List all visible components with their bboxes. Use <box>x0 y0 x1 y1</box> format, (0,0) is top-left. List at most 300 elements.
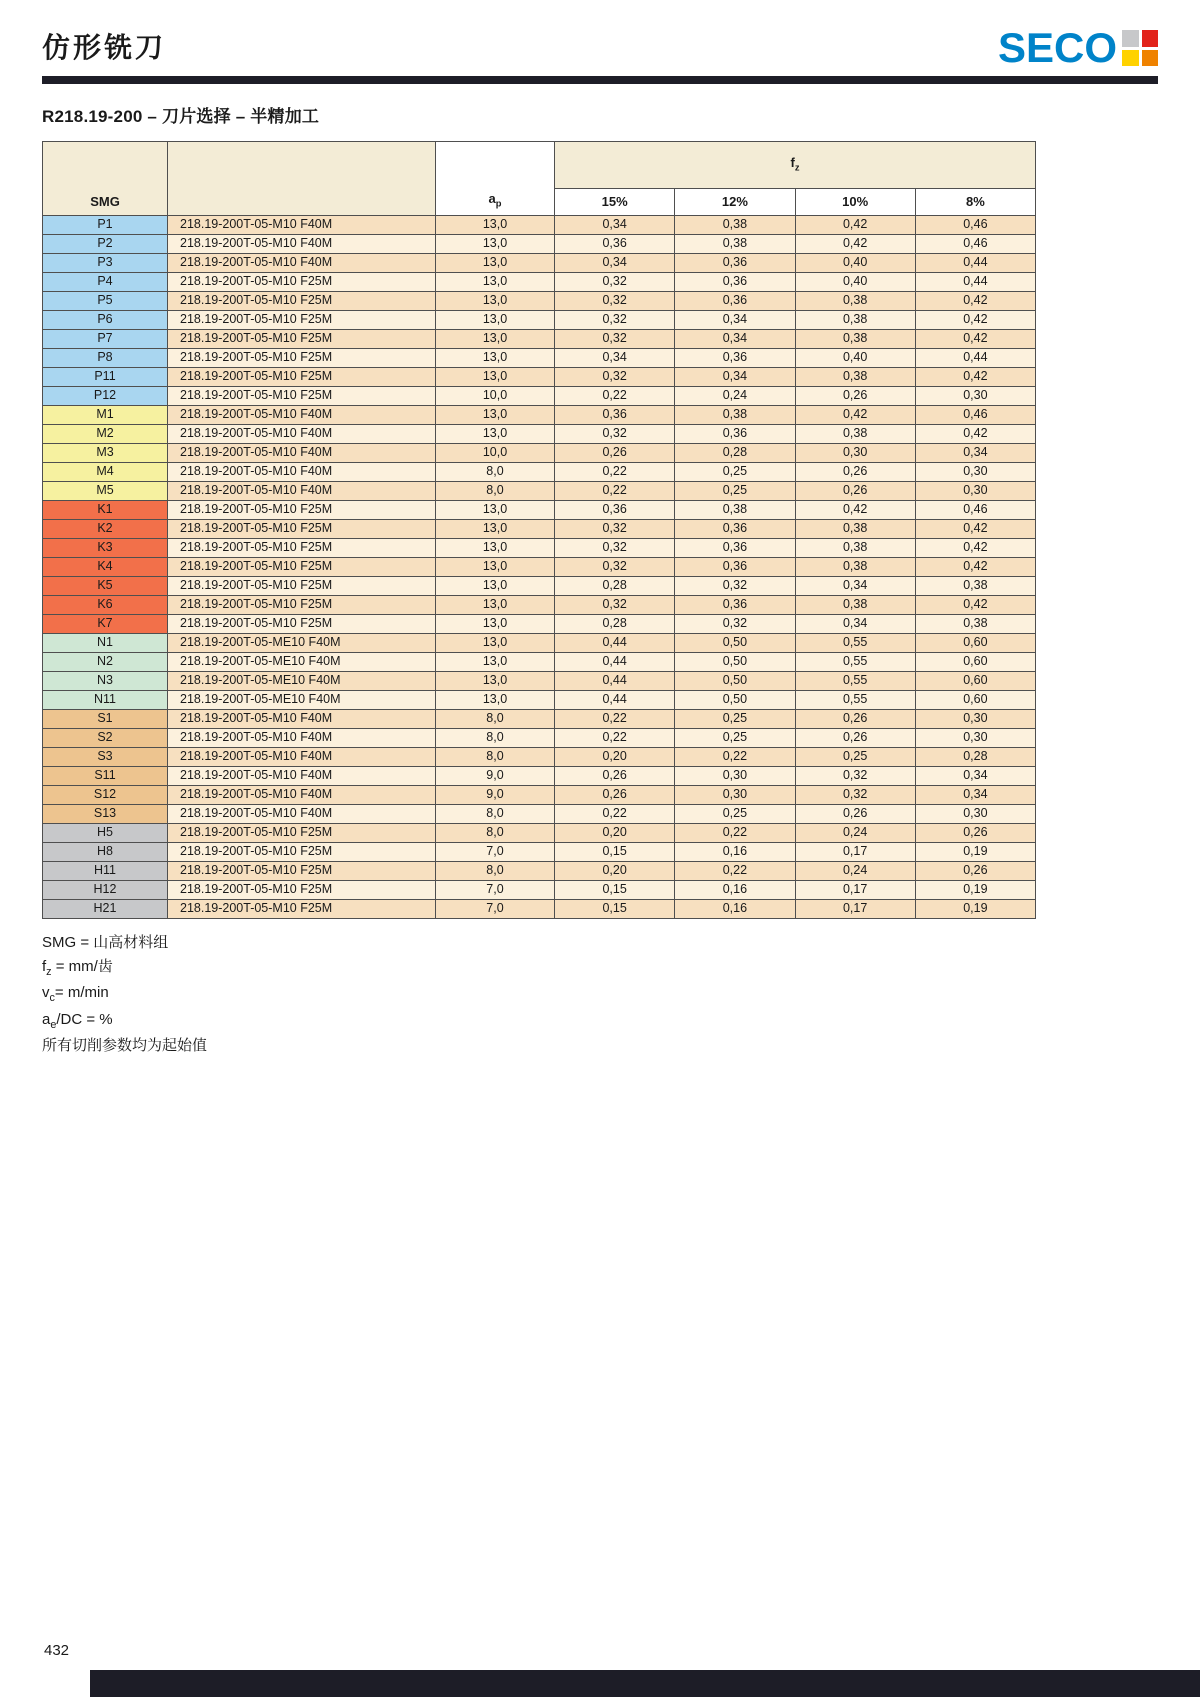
fz-value-cell: 0,42 <box>795 235 915 254</box>
fz-value-cell: 0,32 <box>555 520 675 539</box>
fz-value-cell: 0,30 <box>915 387 1035 406</box>
fz-value-cell: 0,42 <box>915 292 1035 311</box>
fz-value-cell: 0,36 <box>675 558 795 577</box>
smg-cell: K1 <box>43 501 168 520</box>
fz-value-cell: 0,20 <box>555 824 675 843</box>
table-row <box>43 330 1036 349</box>
fz-value-cell: 0,38 <box>795 292 915 311</box>
table-row <box>43 406 1036 425</box>
fz-value-cell: 0,30 <box>915 710 1035 729</box>
insert-designation-cell: 218.19-200T-05-ME10 F40M <box>168 653 436 672</box>
ap-cell: 8,0 <box>436 805 555 824</box>
table-row <box>43 615 1036 634</box>
ap-cell: 8,0 <box>436 748 555 767</box>
fz-value-cell: 0,17 <box>795 900 915 919</box>
smg-cell: S11 <box>43 767 168 786</box>
fz-value-cell: 0,24 <box>795 862 915 881</box>
seco-logo-mark-icon <box>1122 30 1158 66</box>
fz-value-cell: 0,32 <box>795 786 915 805</box>
insert-designation-cell: 218.19-200T-05-M10 F25M <box>168 501 436 520</box>
fz-value-cell: 0,30 <box>915 463 1035 482</box>
fz-value-cell: 0,32 <box>555 330 675 349</box>
section-title: R218.19-200 – 刀片选择 – 半精加工 <box>42 107 320 126</box>
ap-column-header: $a_p$ <box>436 142 555 216</box>
ap-cell: 10,0 <box>436 387 555 406</box>
insert-designation-cell: 218.19-200T-05-M10 F40M <box>168 786 436 805</box>
smg-cell: S2 <box>43 729 168 748</box>
smg-cell: P1 <box>43 216 168 235</box>
fz-value-cell: 0,38 <box>915 577 1035 596</box>
fz-value-cell: 0,24 <box>795 824 915 843</box>
fz-value-cell: 0,26 <box>555 767 675 786</box>
fz-value-cell: 0,15 <box>555 900 675 919</box>
ap-cell: 13,0 <box>436 349 555 368</box>
fz-value-cell: 0,32 <box>675 577 795 596</box>
table-row <box>43 710 1036 729</box>
smg-cell: K3 <box>43 539 168 558</box>
fz-value-cell: 0,19 <box>915 843 1035 862</box>
fz-value-cell: 0,44 <box>555 691 675 710</box>
ap-cell: 10,0 <box>436 444 555 463</box>
page-header <box>42 24 1158 72</box>
smg-cell: P8 <box>43 349 168 368</box>
fz-value-cell: 0,26 <box>795 387 915 406</box>
fz-value-cell: 0,55 <box>795 634 915 653</box>
fz-value-cell: 0,25 <box>675 482 795 501</box>
footnote-line: 所有切削参数均为起始值 <box>42 1036 208 1054</box>
insert-designation-cell: 218.19-200T-05-M10 F40M <box>168 235 436 254</box>
ap-cell: 8,0 <box>436 463 555 482</box>
fz-value-cell: 0,42 <box>795 216 915 235</box>
insert-designation-cell: 218.19-200T-05-M10 F25M <box>168 387 436 406</box>
ap-cell: 13,0 <box>436 691 555 710</box>
smg-cell: H8 <box>43 843 168 862</box>
fz-value-cell: 0,17 <box>795 881 915 900</box>
fz-value-cell: 0,25 <box>675 463 795 482</box>
fz-percent-header-12: 12% <box>675 189 795 216</box>
fz-value-cell: 0,42 <box>795 501 915 520</box>
fz-value-cell: 0,34 <box>675 368 795 387</box>
fz-value-cell: 0,36 <box>555 235 675 254</box>
fz-value-cell: 0,60 <box>915 653 1035 672</box>
table-row <box>43 748 1036 767</box>
table-row <box>43 216 1036 235</box>
table-row <box>43 520 1036 539</box>
ap-cell: 8,0 <box>436 824 555 843</box>
insert-designation-cell: 218.19-200T-05-M10 F40M <box>168 463 436 482</box>
table-row <box>43 444 1036 463</box>
ap-cell: 13,0 <box>436 539 555 558</box>
smg-cell: N3 <box>43 672 168 691</box>
insert-designation-cell: 218.19-200T-05-M10 F25M <box>168 520 436 539</box>
ap-cell: 13,0 <box>436 368 555 387</box>
fz-value-cell: 0,46 <box>915 235 1035 254</box>
insert-designation-cell: 218.19-200T-05-ME10 F40M <box>168 691 436 710</box>
fz-value-cell: 0,25 <box>675 805 795 824</box>
fz-value-cell: 0,40 <box>795 273 915 292</box>
fz-group-header: $f_z$ <box>555 142 1036 189</box>
table-row <box>43 349 1036 368</box>
fz-value-cell: 0,26 <box>795 482 915 501</box>
fz-value-cell: 0,36 <box>675 596 795 615</box>
smg-cell: S12 <box>43 786 168 805</box>
smg-cell: P2 <box>43 235 168 254</box>
page-number: 432 <box>44 1642 70 1659</box>
fz-value-cell: 0,38 <box>795 311 915 330</box>
smg-cell: H5 <box>43 824 168 843</box>
smg-cell: K2 <box>43 520 168 539</box>
smg-cell: K5 <box>43 577 168 596</box>
table-row <box>43 805 1036 824</box>
smg-cell: M3 <box>43 444 168 463</box>
fz-value-cell: 0,36 <box>675 254 795 273</box>
fz-value-cell: 0,42 <box>915 330 1035 349</box>
table-row <box>43 463 1036 482</box>
smg-cell: M4 <box>43 463 168 482</box>
ap-cell: 13,0 <box>436 672 555 691</box>
ap-cell: 7,0 <box>436 881 555 900</box>
ap-cell: 13,0 <box>436 558 555 577</box>
fz-value-cell: 0,22 <box>555 387 675 406</box>
footnotes <box>42 931 1158 1058</box>
ap-cell: 13,0 <box>436 596 555 615</box>
bottom-bar <box>90 1670 1200 1697</box>
footnote-line: $v_c= m/\min$ <box>42 984 109 1005</box>
insert-designation-cell: 218.19-200T-05-M10 F25M <box>168 368 436 387</box>
table-row <box>43 672 1036 691</box>
insert-designation-cell: 218.19-200T-05-M10 F25M <box>168 273 436 292</box>
fz-value-cell: 0,22 <box>675 748 795 767</box>
fz-value-cell: 0,55 <box>795 672 915 691</box>
fz-value-cell: 0,38 <box>915 615 1035 634</box>
table-header-row-1 <box>43 142 1036 189</box>
fz-value-cell: 0,32 <box>675 615 795 634</box>
ap-cell: 13,0 <box>436 634 555 653</box>
insert-designation-cell: 218.19-200T-05-M10 F25M <box>168 539 436 558</box>
fz-value-cell: 0,22 <box>555 463 675 482</box>
fz-value-cell: 0,36 <box>675 273 795 292</box>
fz-value-cell: 0,26 <box>915 862 1035 881</box>
insert-designation-cell: 218.19-200T-05-M10 F40M <box>168 216 436 235</box>
fz-value-cell: 0,34 <box>555 216 675 235</box>
fz-value-cell: 0,32 <box>795 767 915 786</box>
insert-designation-cell: 218.19-200T-05-ME10 F40M <box>168 634 436 653</box>
fz-value-cell: 0,38 <box>795 425 915 444</box>
fz-value-cell: 0,38 <box>675 235 795 254</box>
ap-cell: 13,0 <box>436 273 555 292</box>
fz-value-cell: 0,16 <box>675 843 795 862</box>
fz-value-cell: 0,26 <box>795 463 915 482</box>
fz-value-cell: 0,22 <box>675 824 795 843</box>
fz-value-cell: 0,36 <box>675 349 795 368</box>
fz-value-cell: 0,60 <box>915 634 1035 653</box>
table-row <box>43 368 1036 387</box>
insert-designation-cell: 218.19-200T-05-M10 F25M <box>168 558 436 577</box>
fz-value-cell: 0,26 <box>795 710 915 729</box>
fz-value-cell: 0,26 <box>555 786 675 805</box>
fz-value-cell: 0,42 <box>915 425 1035 444</box>
fz-value-cell: 0,60 <box>915 672 1035 691</box>
insert-designation-cell: 218.19-200T-05-M10 F25M <box>168 824 436 843</box>
fz-value-cell: 0,38 <box>675 501 795 520</box>
fz-value-cell: 0,34 <box>555 254 675 273</box>
fz-value-cell: 0,36 <box>675 520 795 539</box>
insert-designation-cell: 218.19-200T-05-M10 F40M <box>168 748 436 767</box>
ap-cell: 8,0 <box>436 729 555 748</box>
footnote-line: $a_e/DC$ = % <box>42 1010 113 1031</box>
ap-cell: 9,0 <box>436 786 555 805</box>
fz-value-cell: 0,30 <box>915 805 1035 824</box>
fz-value-cell: 0,22 <box>555 482 675 501</box>
fz-value-cell: 0,26 <box>795 805 915 824</box>
smg-cell: P11 <box>43 368 168 387</box>
fz-value-cell: 0,42 <box>915 520 1035 539</box>
fz-value-cell: 0,28 <box>915 748 1035 767</box>
table-row <box>43 254 1036 273</box>
fz-value-cell: 0,38 <box>795 520 915 539</box>
insert-designation-cell: 218.19-200T-05-ME10 F40M <box>168 672 436 691</box>
table-row <box>43 691 1036 710</box>
fz-value-cell: 0,19 <box>915 900 1035 919</box>
insert-designation-cell: 218.19-200T-05-M10 F25M <box>168 615 436 634</box>
fz-value-cell: 0,42 <box>915 596 1035 615</box>
table-row <box>43 292 1036 311</box>
page-title: 仿形铣刀 <box>42 31 167 64</box>
insert-designation-cell: 218.19-200T-05-M10 F25M <box>168 330 436 349</box>
fz-value-cell: 0,17 <box>795 843 915 862</box>
fz-value-cell: 0,46 <box>915 501 1035 520</box>
table-row <box>43 862 1036 881</box>
fz-value-cell: 0,36 <box>675 292 795 311</box>
fz-value-cell: 0,44 <box>555 672 675 691</box>
fz-value-cell: 0,50 <box>675 634 795 653</box>
fz-value-cell: 0,22 <box>555 729 675 748</box>
fz-value-cell: 0,46 <box>915 406 1035 425</box>
fz-value-cell: 0,34 <box>795 577 915 596</box>
fz-value-cell: 0,55 <box>795 653 915 672</box>
fz-value-cell: 0,42 <box>795 406 915 425</box>
smg-cell: P6 <box>43 311 168 330</box>
fz-value-cell: 0,25 <box>675 729 795 748</box>
smg-cell: P3 <box>43 254 168 273</box>
fz-value-cell: 0,28 <box>555 615 675 634</box>
fz-value-cell: 0,44 <box>915 254 1035 273</box>
insert-designation-cell: 218.19-200T-05-M10 F40M <box>168 406 436 425</box>
fz-value-cell: 0,16 <box>675 881 795 900</box>
smg-cell: N1 <box>43 634 168 653</box>
table-row <box>43 311 1036 330</box>
fz-value-cell: 0,38 <box>675 406 795 425</box>
table-row <box>43 824 1036 843</box>
fz-value-cell: 0,34 <box>555 349 675 368</box>
insert-designation-cell: 218.19-200T-05-M10 F40M <box>168 805 436 824</box>
table-row <box>43 767 1036 786</box>
fz-value-cell: 0,40 <box>795 254 915 273</box>
fz-value-cell: 0,26 <box>555 444 675 463</box>
ap-cell: 13,0 <box>436 653 555 672</box>
fz-value-cell: 0,22 <box>555 805 675 824</box>
fz-value-cell: 0,38 <box>795 539 915 558</box>
fz-value-cell: 0,42 <box>915 558 1035 577</box>
ap-cell: 13,0 <box>436 501 555 520</box>
fz-value-cell: 0,25 <box>675 710 795 729</box>
table-row <box>43 235 1036 254</box>
ap-cell: 7,0 <box>436 843 555 862</box>
smg-cell: H21 <box>43 900 168 919</box>
fz-value-cell: 0,30 <box>915 482 1035 501</box>
ap-cell: 13,0 <box>436 406 555 425</box>
smg-cell: P12 <box>43 387 168 406</box>
fz-value-cell: 0,44 <box>555 653 675 672</box>
fz-value-cell: 0,34 <box>915 767 1035 786</box>
smg-cell: M1 <box>43 406 168 425</box>
table-row <box>43 596 1036 615</box>
ap-cell: 7,0 <box>436 900 555 919</box>
fz-value-cell: 0,34 <box>795 615 915 634</box>
fz-value-cell: 0,42 <box>915 539 1035 558</box>
fz-value-cell: 0,34 <box>675 330 795 349</box>
fz-value-cell: 0,32 <box>555 539 675 558</box>
fz-percent-header-8: 8% <box>915 189 1035 216</box>
insert-selection-table <box>42 141 1036 919</box>
ap-cell: 13,0 <box>436 254 555 273</box>
seco-logo-text: SECO <box>997 24 1117 72</box>
ap-label: a <box>488 190 496 206</box>
fz-value-cell: 0,50 <box>675 691 795 710</box>
table-row <box>43 539 1036 558</box>
smg-cell: N11 <box>43 691 168 710</box>
fz-label: f <box>790 155 795 171</box>
fz-value-cell: 0,32 <box>555 558 675 577</box>
table-row <box>43 387 1036 406</box>
insert-designation-cell: 218.19-200T-05-M10 F40M <box>168 710 436 729</box>
insert-column-header <box>168 142 436 216</box>
insert-designation-cell: 218.19-200T-05-M10 F25M <box>168 577 436 596</box>
logo-square-yellow <box>1122 50 1139 67</box>
insert-designation-cell: 218.19-200T-05-M10 F25M <box>168 881 436 900</box>
fz-value-cell: 0,22 <box>675 862 795 881</box>
logo-square-red <box>1142 30 1159 47</box>
smg-cell: K4 <box>43 558 168 577</box>
ap-cell: 13,0 <box>436 311 555 330</box>
smg-cell: S1 <box>43 710 168 729</box>
fz-value-cell: 0,19 <box>915 881 1035 900</box>
ap-cell: 8,0 <box>436 862 555 881</box>
insert-designation-cell: 218.19-200T-05-M10 F40M <box>168 254 436 273</box>
fz-value-cell: 0,44 <box>915 349 1035 368</box>
insert-designation-cell: 218.19-200T-05-M10 F40M <box>168 482 436 501</box>
insert-designation-cell: 218.19-200T-05-M10 F40M <box>168 444 436 463</box>
fz-value-cell: 0,30 <box>915 729 1035 748</box>
table-row <box>43 729 1036 748</box>
fz-value-cell: 0,42 <box>915 311 1035 330</box>
fz-value-cell: 0,15 <box>555 843 675 862</box>
fz-value-cell: 0,28 <box>675 444 795 463</box>
smg-cell: K7 <box>43 615 168 634</box>
table-row <box>43 786 1036 805</box>
title-rule <box>42 76 1158 84</box>
ap-cell: 13,0 <box>436 216 555 235</box>
fz-value-cell: 0,50 <box>675 653 795 672</box>
fz-value-cell: 0,32 <box>555 368 675 387</box>
fz-value-cell: 0,15 <box>555 881 675 900</box>
fz-value-cell: 0,55 <box>795 691 915 710</box>
ap-cell: 13,0 <box>436 520 555 539</box>
fz-value-cell: 0,38 <box>795 558 915 577</box>
fz-percent-header-15: 15% <box>555 189 675 216</box>
table-row <box>43 577 1036 596</box>
logo-square-gray <box>1122 30 1139 47</box>
insert-designation-cell: 218.19-200T-05-M10 F25M <box>168 843 436 862</box>
fz-value-cell: 0,36 <box>555 501 675 520</box>
table-row <box>43 501 1036 520</box>
table-row <box>43 558 1036 577</box>
smg-cell: N2 <box>43 653 168 672</box>
smg-cell: M5 <box>43 482 168 501</box>
fz-value-cell: 0,38 <box>795 368 915 387</box>
ap-cell: 13,0 <box>436 425 555 444</box>
fz-value-cell: 0,30 <box>675 786 795 805</box>
fz-value-cell: 0,24 <box>675 387 795 406</box>
ap-cell: 13,0 <box>436 615 555 634</box>
insert-designation-cell: 218.19-200T-05-M10 F40M <box>168 729 436 748</box>
fz-value-cell: 0,34 <box>915 786 1035 805</box>
smg-cell: P4 <box>43 273 168 292</box>
smg-cell: H11 <box>43 862 168 881</box>
smg-cell: S3 <box>43 748 168 767</box>
fz-value-cell: 0,38 <box>675 216 795 235</box>
fz-value-cell: 0,34 <box>915 444 1035 463</box>
fz-value-cell: 0,26 <box>915 824 1035 843</box>
table-row <box>43 482 1036 501</box>
footnote-line: SMG = 山高材料组 <box>42 934 169 951</box>
fz-value-cell: 0,32 <box>555 273 675 292</box>
insert-designation-cell: 218.19-200T-05-M10 F25M <box>168 292 436 311</box>
fz-value-cell: 0,32 <box>555 596 675 615</box>
table-row <box>43 634 1036 653</box>
fz-value-cell: 0,16 <box>675 900 795 919</box>
table-row <box>43 653 1036 672</box>
ap-cell: 13,0 <box>436 235 555 254</box>
insert-designation-cell: 218.19-200T-05-M10 F25M <box>168 900 436 919</box>
ap-cell: 8,0 <box>436 482 555 501</box>
fz-value-cell: 0,60 <box>915 691 1035 710</box>
fz-value-cell: 0,40 <box>795 349 915 368</box>
insert-designation-cell: 218.19-200T-05-M10 F40M <box>168 767 436 786</box>
table-row <box>43 273 1036 292</box>
fz-value-cell: 0,30 <box>675 767 795 786</box>
table-row <box>43 843 1036 862</box>
smg-cell: M2 <box>43 425 168 444</box>
smg-cell: S13 <box>43 805 168 824</box>
fz-percent-header-10: 10% <box>795 189 915 216</box>
fz-value-cell: 0,25 <box>795 748 915 767</box>
table-row <box>43 425 1036 444</box>
smg-cell: K6 <box>43 596 168 615</box>
fz-value-cell: 0,36 <box>675 539 795 558</box>
insert-designation-cell: 218.19-200T-05-M10 F25M <box>168 349 436 368</box>
fz-value-cell: 0,38 <box>795 596 915 615</box>
ap-cell: 13,0 <box>436 577 555 596</box>
fz-value-cell: 0,36 <box>675 425 795 444</box>
fz-value-cell: 0,44 <box>915 273 1035 292</box>
fz-value-cell: 0,38 <box>795 330 915 349</box>
fz-value-cell: 0,50 <box>675 672 795 691</box>
footnote-line: $f_z = mm/$齿 <box>42 958 113 978</box>
ap-cell: 13,0 <box>436 330 555 349</box>
smg-cell: P5 <box>43 292 168 311</box>
insert-designation-cell: 218.19-200T-05-M10 F25M <box>168 596 436 615</box>
